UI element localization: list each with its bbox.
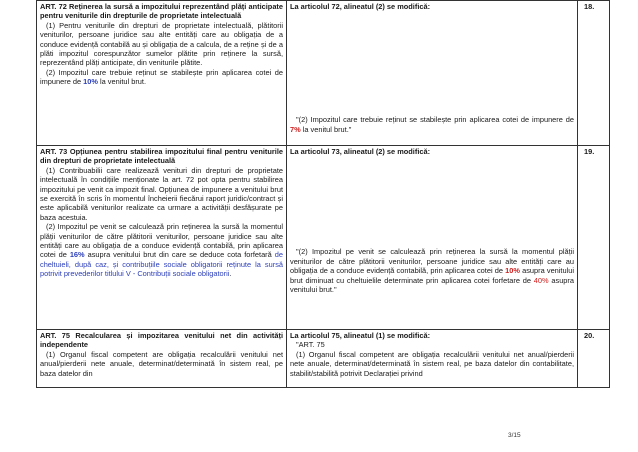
right-cell: [287, 146, 578, 330]
right-cell: [287, 1, 578, 146]
paragraph: (1) Organul fiscal competent are obligația recalculării venitului net anual/pierderii nete anuale, determinat/determinată în sistem real, pe baza datelor din contabilitate, stabilit/stabilită potrivit Declarației privind: [290, 349, 574, 378]
paragraph: (2) Impozitul care trebuie reținut se stabilește prin aplicarea cotei de impunere de 10% la venitul brut.: [40, 67, 283, 87]
paragraph: (1) Pentru veniturile din drepturi de proprietate intelectuală, plătitorii veniturilor, persoane juridice sau alte entități care au obligația de a conduce evidență contabilă au și obligația de a calcula, de a reține și de a plăti impozitul corespunzător sumelor plătite prin reținere la sursă, reprezentând plăți anticipate, din veniturile plătite.: [40, 20, 283, 68]
paragraph: (2) Impozitul pe venit se calculează prin reținerea la sursă la momentul plății veniturilor de către plătitorii veniturilor, persoane juridice sau alte entități care au obligația de a conduce evidență contabilă, prin aplicarea cotei de 16% asupra venitului brut din care se deduce cota forfetară de cheltuieli, după caz, și contribuțiile sociale obligatorii reținute la sursă potrivit prevederilor titlului V - Contribuții sociale obligatorii.: [40, 222, 283, 279]
amendment-title: La articolul 72, alineatul (2) se modifică:: [290, 2, 431, 11]
highlighted-text: de cheltuieli, după caz, și contribuțiile sociale obligatorii reținute la sursă potrivit prevederilor titlului V - Contribuții sociale obligatorii: [40, 250, 283, 279]
table-row: [37, 146, 610, 330]
left-cell: [37, 330, 287, 388]
amendment-title: La articolul 73, alineatul (2) se modifică:: [290, 147, 431, 156]
left-cell: [37, 146, 287, 330]
row-number: 20.: [578, 330, 610, 388]
paragraph: (1) Organul fiscal competent are obligația recalculării venitului net anual/pierderii nete anuale, determinat/determinată în sistem real, pe baza datelor din: [40, 349, 283, 378]
amendment-title: La articolul 75, alineatul (1) se modifică:: [290, 331, 431, 340]
amendments-table: [36, 0, 610, 388]
right-cell: [287, 330, 578, 388]
quote-heading: "ART. 75: [296, 340, 325, 350]
row-number: 19.: [578, 146, 610, 330]
left-cell: [37, 1, 287, 146]
rate-value: 10%: [505, 266, 520, 276]
rate-value: 7%: [290, 124, 301, 134]
page-number: 3/15: [508, 432, 521, 439]
paragraph: "(2) Impozitul care trebuie reținut se stabilește prin aplicarea cotei de impunere de 7% la venitul brut.": [290, 115, 574, 134]
article-title: ART. 72 Reținerea la sursă a impozitului reprezentând plăți anticipate pentru veniturile din drepturile de proprietate intelectuală: [40, 2, 283, 21]
rate-value: 10%: [83, 77, 98, 87]
rate-value: 40%: [533, 275, 549, 285]
paragraph: "(2) Impozitul pe venit se calculează prin reținerea la sursă la momentul plății veniturilor de către plătitorii veniturilor, persoane juridice sau alte entități care au obligația de a conduce evidență contabilă, prin aplicarea cotei de 10% asupra venitului brut diminuat cu cheltuielile determinate prin aplicarea cotei forfetare de 40% asupra venitului brut.": [290, 247, 574, 295]
paragraph: (1) Contribuabilii care realizează venituri din drepturi de proprietate intelectuală în condițiile menționate la art. 72 pot opta pentru stabilirea impozitului pe venit ca impozit final. Opțiunea de impunere a venitului brut se exercită în scris în momentul încheierii fiecărui raport juridic/contract și este aplicabilă veniturilor realizate ca urmare a activității desfășurate pe baza acestuia.: [40, 165, 283, 222]
row-number: 18.: [578, 1, 610, 146]
table-row: [37, 330, 610, 388]
article-title: ART. 75 Recalcularea și impozitarea venitului net din activități independente: [40, 331, 283, 350]
article-title: ART. 73 Opțiunea pentru stabilirea impozitului final pentru veniturile din drepturi de proprietate intelectuală: [40, 147, 283, 166]
table-row: [37, 1, 610, 146]
rate-value: 16%: [69, 250, 85, 260]
